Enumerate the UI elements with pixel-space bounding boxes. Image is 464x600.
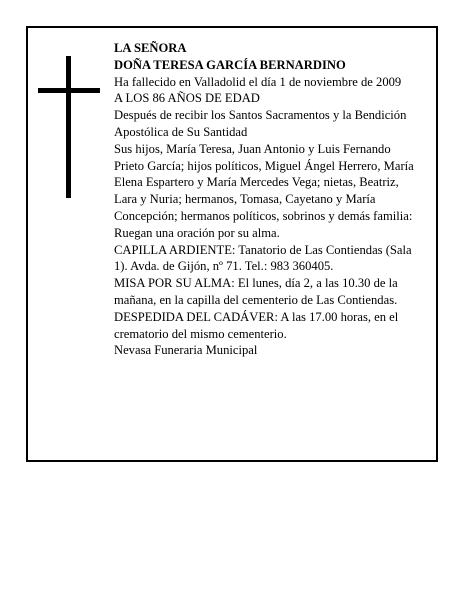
deceased-name: DOÑA TERESA GARCÍA BERNARDINO (114, 57, 346, 72)
farewell-info: DESPEDIDA DEL CADÁVER: A las 17.00 horas, en el crematorio del mismo cementerio. (114, 309, 399, 341)
sacraments-line: Después de recibir los Santos Sacramentos y la Bendición Apostólica de Su Santidad (114, 108, 407, 139)
obituary-notice (26, 26, 438, 462)
cross-horizontal-bar (38, 88, 100, 93)
mass-info: MISA POR SU ALMA: El lunes, día 2, a las 10.30 de la mañana, en la capilla del cementerio de Las Contiendas. (114, 276, 398, 307)
funeral-home: Nevasa Funeraria Municipal (114, 343, 258, 358)
family-list: Sus hijos, María Teresa, Juan Antonio y Luis Fernando Prieto García; hijos políticos, Miguel Ángel Herrero, María Elena Espartero y María Mercedes Vega; nietas, Beatriz, Lara y Nuria; hermanos, Tomasa, Cayetano y María Concepción; hermanos políticos, sobrinos y demás familia: (114, 141, 414, 223)
cross-icon (38, 56, 100, 198)
cross-vertical-bar (66, 56, 71, 198)
chapel-info: CAPILLA ARDIENTE: Tanatorio de Las Contiendas (Sala 1). Avda. de Gijón, nº 71. Tel.: 983 360405. (114, 242, 412, 274)
death-statement: Ha fallecido en Valladolid el día 1 de noviembre de 2009 (114, 74, 402, 89)
age-line: A LOS 86 AÑOS DE EDAD (114, 91, 260, 106)
notice-body (114, 40, 418, 359)
honorific: LA SEÑORA (114, 41, 187, 55)
prayer-request: Ruegan una oración por su alma. (114, 225, 280, 240)
